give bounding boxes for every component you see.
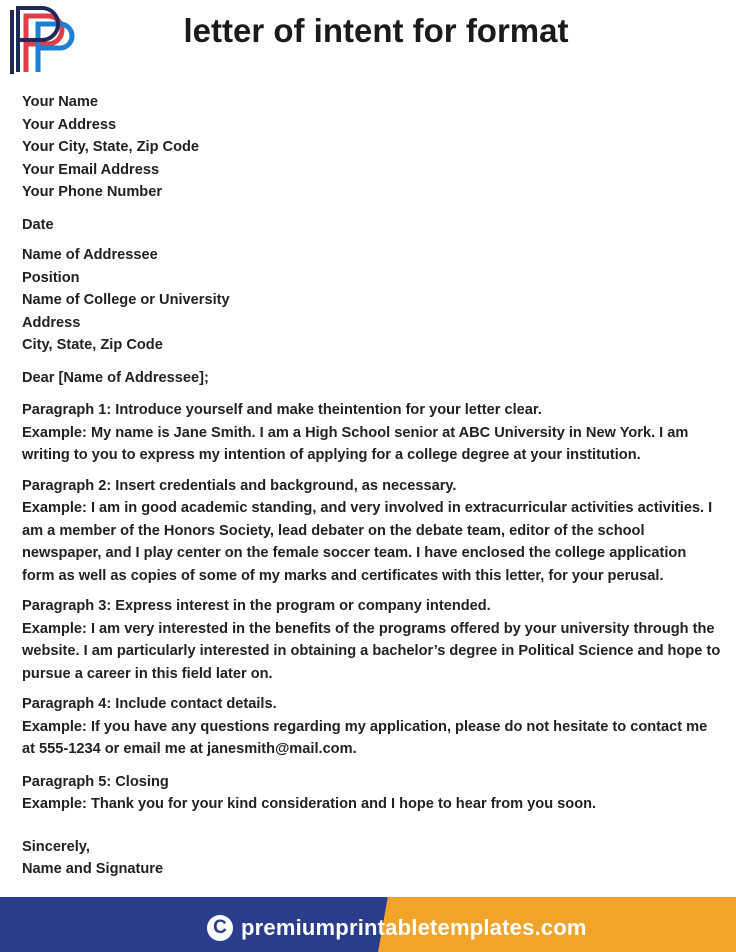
footer-brand — [207, 914, 587, 942]
sender-block — [22, 91, 712, 204]
paragraph-line: Paragraph 4: Include contact details. — [22, 696, 277, 712]
paragraph-line: Paragraph 2: Insert credentials and background, as necessary. — [22, 477, 457, 494]
recipient-line: Name of College or University — [22, 292, 230, 308]
paragraph-line: am a member of the Honors Society, lead debater on the debate team, editor of the school — [22, 522, 645, 539]
paragraph-line: Example: Thank you for your kind consideration and I hope to hear from you soon. — [22, 796, 597, 812]
paragraph-line: Example: My name is Jane Smith. I am a High School senior at ABC University in New York. I am — [22, 424, 689, 441]
salutation: Dear [Name of Addressee]; — [22, 369, 209, 386]
paragraph-line: Example: If you have any questions regarding my application, please do not hesitate to contact me — [22, 718, 708, 735]
recipient-line: Name of Addressee — [22, 247, 158, 263]
paragraph-line: writing to you to express my intention of applying for a college degree at your institution. — [22, 447, 641, 463]
paragraph-line: Example: I am very interested in the benefits of the programs offered by your university through the — [22, 620, 715, 637]
paragraph-line: Paragraph 3: Express interest in the program or company intended. — [22, 598, 491, 614]
paragraph-line: newspaper, and I play center on the female soccer team. I have enclosed the college application — [22, 545, 687, 561]
paragraph-4 — [22, 693, 712, 761]
recipient-block — [22, 244, 712, 357]
paragraph-line: at 555-1234 or email me at janesmith@mail.com. — [22, 741, 357, 757]
letter-body — [22, 91, 721, 881]
footer-banner — [0, 897, 736, 952]
sender-line: Your Address — [22, 116, 117, 133]
paragraph-2 — [22, 475, 712, 588]
paragraph-1 — [22, 399, 712, 467]
paragraph-5 — [22, 771, 712, 816]
salutation-block — [22, 367, 712, 390]
paragraph-line: Example: I am in good academic standing, and very involved in extracurricular activities activities. I — [22, 500, 713, 516]
paragraph-3 — [22, 595, 721, 685]
recipient-line: Address — [22, 314, 81, 331]
paragraph-line: website. I am particularly interested in obtaining a bachelor’s degree in Political Science and hope to — [22, 643, 721, 659]
recipient-line: City, State, Zip Code — [22, 337, 163, 353]
date-block — [22, 214, 712, 237]
date-line: Date — [22, 216, 54, 233]
page-title: letter of intent for format — [183, 12, 569, 49]
sender-line: Your Phone Number — [22, 184, 163, 200]
website-link[interactable]: premiumprintabletemplates.com — [241, 915, 587, 940]
paragraph-line: Paragraph 5: Closing — [22, 773, 169, 790]
closing-block — [22, 836, 712, 881]
closing-line: Sincerely, — [22, 838, 90, 855]
sender-line: Your City, State, Zip Code — [22, 139, 200, 155]
sender-line: Your Name — [22, 94, 98, 110]
paragraph-line: form as well as copies of some of my marks and certificates with this letter, for your perusal. — [22, 567, 664, 584]
paragraph-line: Paragraph 1: Introduce yourself and make theintention for your letter clear. — [22, 402, 542, 418]
paragraph-line: pursue a career in this field later on. — [22, 665, 273, 682]
signature-line: Name and Signature — [22, 861, 164, 877]
sender-line: Your Email Address — [22, 161, 160, 178]
recipient-line: Position — [22, 269, 80, 286]
copyright-icon: C — [207, 915, 233, 941]
